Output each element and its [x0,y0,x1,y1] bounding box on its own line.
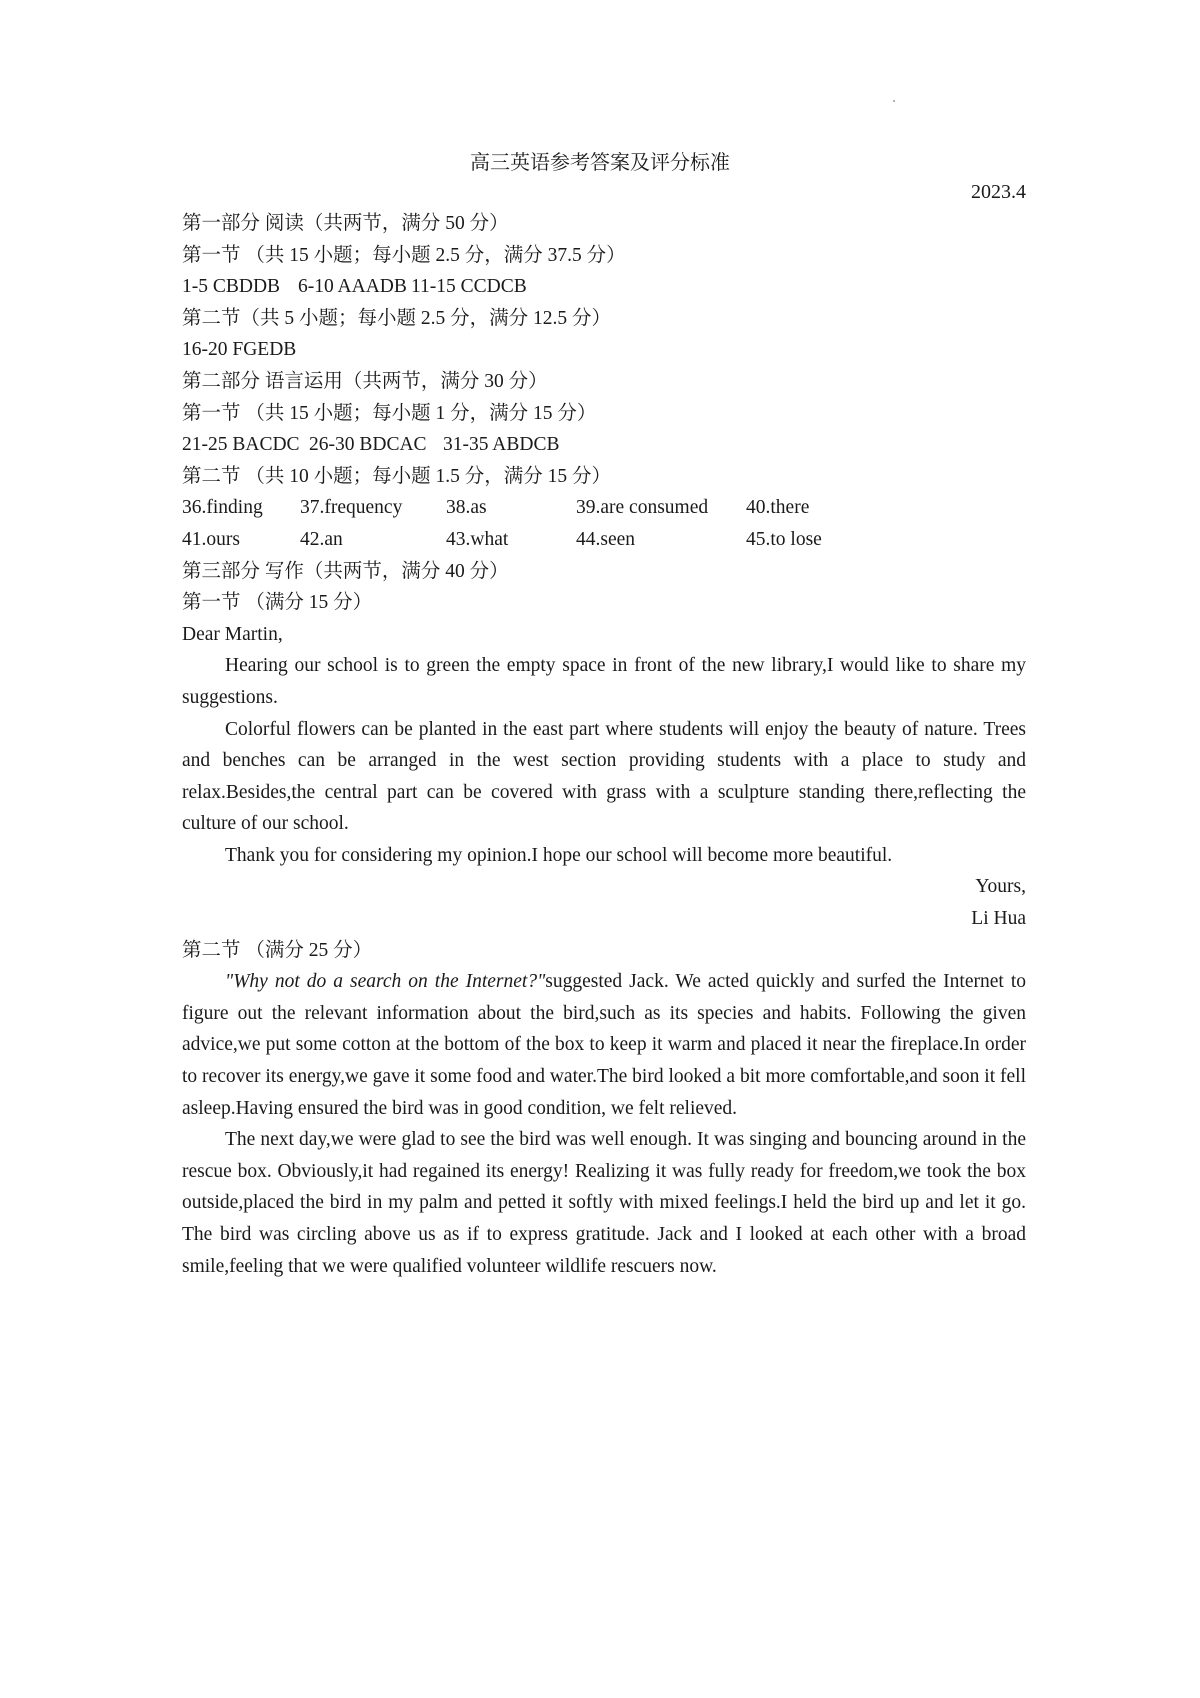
fill-in-answer: 44.seen [576,528,636,550]
letter-paragraph: Thank you for considering my opinion.I hope our school will become more beautiful. [225,844,893,866]
part2-section1-heading: 第一节 （共 15 小题；每小题 1 分，满分 15 分） [182,402,597,424]
part1-section2-heading: 第二节（共 5 小题；每小题 2.5 分，满分 12.5 分） [182,307,612,329]
story-paragraph [182,966,1026,1124]
answer-group: 21-25 BACDC [182,434,300,456]
story-paragraph: The next day,we were glad to see the bird was well enough. It was singing and bouncing around in the rescue box. Obviously,it had regained its energy! Realizing it was fully ready for freedom,we took the box outside,placed the bird in my palm and petted it softly with mixed feelings.I held the bird up and let it go. The bird was circling above us as if to express gratitude. Jack and I looked at each other with a broad smile,feeling that we were qualified volunteer wildlife rescuers now. [182,1129,1026,1277]
fill-in-row-1 [182,492,1026,524]
scan-dot [893,100,895,102]
fill-in-answer: 36.finding [182,497,263,519]
answer-group: 1-5 CBDDB [182,276,281,298]
part2-section2-heading: 第二节 （共 10 小题；每小题 1.5 分，满分 15 分） [182,465,612,487]
part1-answers2: 16-20 FGEDB [182,339,297,361]
document-body [182,208,1026,1282]
letter-paragraph: Colorful flowers can be planted in the east part where students will enjoy the beauty of nature. Trees and benches can be arranged in the west section providing students with a place to study and relax.Besides,the central part can be covered with grass with a sculpture standing there,reflecting the culture of our school. [182,718,1026,835]
part3-section2-heading: 第二节 （满分 25 分） [182,939,373,961]
letter-closing: Yours, [975,876,1026,898]
date: 2023.4 [971,181,1026,203]
answer-group: 6-10 AAADB [298,276,407,298]
letter-salutation: Dear Martin, [182,623,283,645]
part3-section1-heading: 第一节 （满分 15 分） [182,592,373,614]
story-quote: "Why not do a search on the Internet?" [225,971,546,993]
fill-in-answer: 38.as [446,497,487,519]
part1-answers-row [182,271,1026,303]
fill-in-answer: 41.ours [182,528,240,550]
part3-heading: 第三部分 写作（共两节，满分 40 分） [182,560,509,582]
letter-signature: Li Hua [971,908,1026,930]
fill-in-answer: 42.an [300,528,343,550]
fill-in-answer: 37.frequency [300,497,403,519]
answer-group: 26-30 BDCAC [309,434,427,456]
answer-group: 31-35 ABDCB [443,434,560,456]
story-text: suggested Jack. We acted quickly and surfed the Internet to figure out the relevant information about the bird,such as its species and habits. Following the given advice,we put some cotton at the bottom of the box to keep it warm and placed it near the fireplace.In order to recover its energy,we gave it some food and water.The bird looked a bit more comfortable,and soon it fell asleep.Having ensured the bird was in good condition, we felt relieved. [182,971,1026,1119]
page-title: 高三英语参考答案及评分标准 [470,152,730,174]
fill-in-answer: 39.are consumed [576,497,709,519]
part1-section1-heading: 第一节 （共 15 小题；每小题 2.5 分，满分 37.5 分） [182,244,626,266]
part2-answers-row [182,429,1026,461]
fill-in-answer: 40.there [746,497,810,519]
fill-in-row-2 [182,524,1026,556]
fill-in-answer: 43.what [446,528,509,550]
part1-heading: 第一部分 阅读（共两节，满分 50 分） [182,213,509,234]
answer-group: 11-15 CCDCB [411,276,527,298]
letter-paragraph: Hearing our school is to green the empty space in front of the new library,I would like to share my suggestions. [182,655,1026,708]
fill-in-answer: 45.to lose [746,528,822,550]
part2-heading: 第二部分 语言运用（共两节，满分 30 分） [182,370,548,392]
